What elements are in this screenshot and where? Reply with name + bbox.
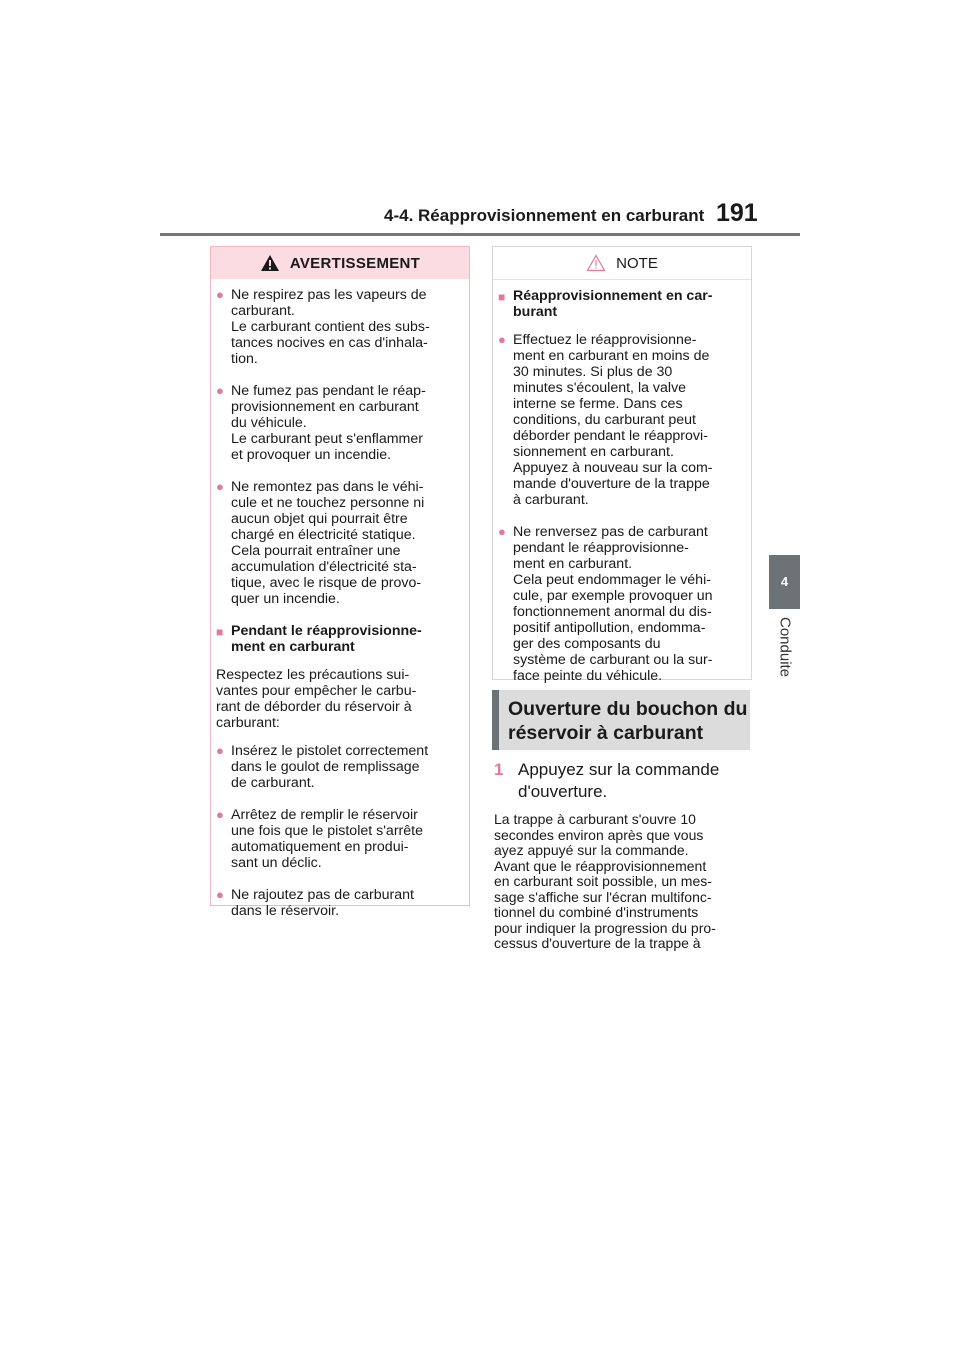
round-bullet-icon: ●	[498, 332, 506, 347]
note-box	[492, 246, 752, 684]
item-text: Pendant le réapprovisionne- ment en carburant	[231, 623, 422, 655]
step-number: 1	[494, 760, 504, 779]
bullet-item	[216, 383, 463, 463]
paragraph: Respectez les précautions sui- vantes pour empêcher le carbu- rant de déborder du réservoir à carburant:	[216, 667, 417, 731]
section-title: 4-4. Réapprovisionnement en carburant	[384, 206, 705, 225]
warning-body	[211, 279, 469, 919]
step-text: Appuyez sur la commande d'ouverture.	[518, 760, 720, 801]
section-heading: Ouverture du bouchon du réservoir à carburant	[492, 690, 750, 750]
note-title: NOTE	[616, 254, 658, 272]
page-number: 191	[716, 199, 758, 227]
item-text: Ne remontez pas dans le véhi- cule et ne touchez personne ni aucun objet qui pourrait être chargé en électricité statique. Cela pourrait entraîner une accumulation d'électricité sta- tique, avec le risque de provo- quer un incendie.	[231, 479, 425, 607]
round-bullet-icon: ●	[216, 743, 224, 758]
step-1	[494, 759, 754, 803]
warning-header	[211, 247, 469, 279]
item-text: Ne respirez pas les vapeurs de carburant. Le carburant contient des subs- tances nocives en cas d'inhala- tion.	[231, 287, 430, 367]
warning-box	[210, 246, 470, 919]
subheading	[498, 288, 745, 320]
item-text: Effectuez le réapprovisionne- ment en carburant en moins de 30 minutes. Si plus de 30 minutes s'écoulent, la valve interne se ferme. Dans ces conditions, du carburant peut déborder pendant le réapprovi- sionnement en carburant. Appuyez à nouveau sur la com- mande d'ouverture de la trappe à carburant.	[513, 332, 713, 508]
note-body	[493, 280, 751, 684]
bullet-item	[216, 287, 463, 367]
item-text: Insérez le pistolet correctement dans le goulot de remplissage de carburant.	[231, 743, 429, 791]
header-rule	[160, 233, 800, 236]
chapter-label: Conduite	[776, 617, 793, 678]
note-header	[493, 247, 751, 280]
item-text: Ne renversez pas de carburant pendant le réapprovisionne- ment en carburant. Cela peut endommager le véhi- cule, par exemple provoquer un fonctionnement anormal du dis- positif antipollution, endomma- ger des composants du système de carburant ou la sur- face peinte du véhicule.	[513, 524, 713, 684]
chapter-tab: 4	[769, 555, 800, 609]
item-text: Arrêtez de remplir le réservoir une fois que le pistolet s'arrête automatiquement en produi- sant un déclic.	[231, 807, 423, 871]
step-description: La trappe à carburant s'ouvre 10 secondes environ après que vous ayez appuyé sur la commande. Avant que le réapprovisionnement en carburant soit possible, un mes- sage s'affiche sur l'écran multifonc- tionnel du combiné d'instruments pour indiquer la progression du pro- cessus d'ouverture de la trappe à	[494, 811, 716, 951]
subheading	[216, 623, 463, 655]
round-bullet-icon: ●	[216, 887, 224, 902]
bullet-item	[216, 743, 463, 791]
bullet-item	[498, 524, 745, 684]
bullet-item	[216, 479, 463, 607]
square-bullet-icon: ■	[498, 290, 506, 304]
item-text: Ne fumez pas pendant le réap- provisionnement en carburant du véhicule. Le carburant peut s'enflammer et provoquer un incendie.	[231, 383, 426, 463]
round-bullet-icon: ●	[216, 807, 224, 822]
warning-title: AVERTISSEMENT	[289, 254, 421, 272]
warning-triangle-icon	[260, 254, 280, 272]
round-bullet-icon: ●	[498, 524, 506, 539]
item-text: Ne rajoutez pas de carburant dans le réservoir.	[231, 887, 414, 919]
square-bullet-icon: ■	[216, 625, 224, 639]
round-bullet-icon: ●	[216, 479, 224, 494]
bullet-item	[498, 332, 745, 508]
round-bullet-icon: ●	[216, 287, 224, 302]
item-text: Réapprovisionnement en car- burant	[513, 288, 713, 320]
bullet-item	[216, 807, 463, 871]
round-bullet-icon: ●	[216, 383, 224, 398]
bullet-item	[216, 887, 463, 919]
caution-triangle-icon	[586, 254, 606, 272]
